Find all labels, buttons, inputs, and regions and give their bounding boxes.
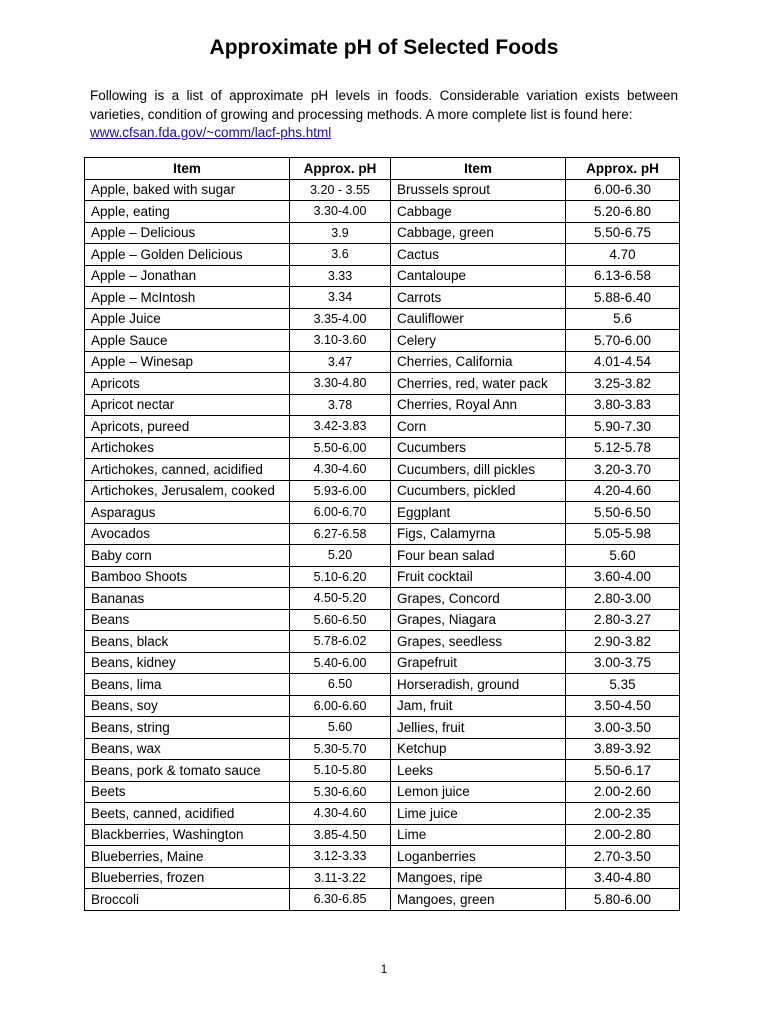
table-row: [85, 394, 680, 416]
table-row: [85, 523, 680, 545]
table-row: [85, 416, 680, 438]
table-row: [85, 631, 680, 653]
ph-right-cell: 2.00-2.35: [566, 803, 680, 825]
item-right-cell: Leeks: [391, 760, 566, 782]
ph-right-cell: 2.80-3.27: [566, 609, 680, 631]
ph-left-cell: 4.30-4.60: [290, 803, 391, 825]
item-left-cell: Apple – McIntosh: [85, 287, 290, 309]
item-right-cell: Fruit cocktail: [391, 566, 566, 588]
item-right-cell: Cantaloupe: [391, 265, 566, 287]
ph-left-cell: 3.30-4.80: [290, 373, 391, 395]
table-row: [85, 459, 680, 481]
table-row: [85, 566, 680, 588]
header-item-left: Item: [85, 158, 290, 180]
item-left-cell: Apple Sauce: [85, 330, 290, 352]
table-row: [85, 437, 680, 459]
table-row: [85, 803, 680, 825]
item-left-cell: Apple – Delicious: [85, 222, 290, 244]
ph-left-cell: 5.20: [290, 545, 391, 567]
ph-left-cell: 5.30-5.70: [290, 738, 391, 760]
table-row: [85, 609, 680, 631]
item-left-cell: Apple – Jonathan: [85, 265, 290, 287]
item-right-cell: Cucumbers: [391, 437, 566, 459]
ph-left-cell: 6.00-6.60: [290, 695, 391, 717]
ph-left-cell: 5.30-6.60: [290, 781, 391, 803]
ph-right-cell: 3.25-3.82: [566, 373, 680, 395]
item-left-cell: Baby corn: [85, 545, 290, 567]
table-row: [85, 244, 680, 266]
item-right-cell: Cucumbers, pickled: [391, 480, 566, 502]
item-right-cell: Lime: [391, 824, 566, 846]
item-left-cell: Apricot nectar: [85, 394, 290, 416]
ph-right-cell: 4.01-4.54: [566, 351, 680, 373]
ph-left-cell: 3.20 - 3.55: [290, 179, 391, 201]
ph-table: [84, 157, 680, 911]
ph-left-cell: 5.50-6.00: [290, 437, 391, 459]
table-row: [85, 867, 680, 889]
ph-left-cell: 6.00-6.70: [290, 502, 391, 524]
table-row: [85, 545, 680, 567]
item-left-cell: Beets, canned, acidified: [85, 803, 290, 825]
item-right-cell: Figs, Calamyrna: [391, 523, 566, 545]
ph-left-cell: 3.10-3.60: [290, 330, 391, 352]
item-right-cell: Brussels sprout: [391, 179, 566, 201]
header-ph-right: Approx. pH: [566, 158, 680, 180]
ph-left-cell: 6.27-6.58: [290, 523, 391, 545]
ph-right-cell: 3.60-4.00: [566, 566, 680, 588]
table-row: [85, 652, 680, 674]
ph-left-cell: 5.78-6.02: [290, 631, 391, 653]
ph-right-cell: 3.89-3.92: [566, 738, 680, 760]
ph-right-cell: 5.12-5.78: [566, 437, 680, 459]
ph-right-cell: 5.90-7.30: [566, 416, 680, 438]
ph-left-cell: 3.11-3.22: [290, 867, 391, 889]
item-right-cell: Cherries, California: [391, 351, 566, 373]
table-row: [85, 351, 680, 373]
item-right-cell: Cabbage: [391, 201, 566, 223]
item-right-cell: Jam, fruit: [391, 695, 566, 717]
ph-left-cell: 6.30-6.85: [290, 889, 391, 911]
item-left-cell: Apple Juice: [85, 308, 290, 330]
ph-left-cell: 5.40-6.00: [290, 652, 391, 674]
page-title: Approximate pH of Selected Foods: [209, 36, 559, 59]
item-right-cell: Loganberries: [391, 846, 566, 868]
ph-right-cell: 5.50-6.17: [566, 760, 680, 782]
ph-right-cell: 2.70-3.50: [566, 846, 680, 868]
item-right-cell: Grapes, Concord: [391, 588, 566, 610]
ph-right-cell: 2.80-3.00: [566, 588, 680, 610]
item-right-cell: Cauliflower: [391, 308, 566, 330]
item-left-cell: Beans, string: [85, 717, 290, 739]
item-right-cell: Lemon juice: [391, 781, 566, 803]
table-body: [85, 179, 680, 910]
ph-right-cell: 3.20-3.70: [566, 459, 680, 481]
item-right-cell: Grapes, Niagara: [391, 609, 566, 631]
table-row: [85, 588, 680, 610]
item-right-cell: Jellies, fruit: [391, 717, 566, 739]
item-left-cell: Beans, wax: [85, 738, 290, 760]
table-header-row: [85, 158, 680, 180]
ph-right-cell: 5.50-6.75: [566, 222, 680, 244]
ph-right-cell: 4.70: [566, 244, 680, 266]
item-right-cell: Horseradish, ground: [391, 674, 566, 696]
item-left-cell: Artichokes, canned, acidified: [85, 459, 290, 481]
ph-right-cell: 3.80-3.83: [566, 394, 680, 416]
item-left-cell: Artichokes, Jerusalem, cooked: [85, 480, 290, 502]
item-left-cell: Bananas: [85, 588, 290, 610]
item-left-cell: Apple, eating: [85, 201, 290, 223]
item-left-cell: Beans, black: [85, 631, 290, 653]
ph-right-cell: 5.35: [566, 674, 680, 696]
item-right-cell: Ketchup: [391, 738, 566, 760]
item-right-cell: Cactus: [391, 244, 566, 266]
item-left-cell: Beans, pork & tomato sauce: [85, 760, 290, 782]
ph-right-cell: 3.40-4.80: [566, 867, 680, 889]
ph-left-cell: 5.10-5.80: [290, 760, 391, 782]
ph-left-cell: 3.9: [290, 222, 391, 244]
ph-right-cell: 5.88-6.40: [566, 287, 680, 309]
ph-right-cell: 6.13-6.58: [566, 265, 680, 287]
item-right-cell: Cherries, Royal Ann: [391, 394, 566, 416]
item-right-cell: Carrots: [391, 287, 566, 309]
ph-left-cell: 3.35-4.00: [290, 308, 391, 330]
item-right-cell: Corn: [391, 416, 566, 438]
ph-left-cell: 3.12-3.33: [290, 846, 391, 868]
ph-right-cell: 5.70-6.00: [566, 330, 680, 352]
header-item-right: Item: [391, 158, 566, 180]
table-row: [85, 179, 680, 201]
ph-right-cell: 5.50-6.50: [566, 502, 680, 524]
table-row: [85, 695, 680, 717]
table-row: [85, 824, 680, 846]
table-row: [85, 287, 680, 309]
item-right-cell: Mangoes, ripe: [391, 867, 566, 889]
ph-right-cell: 2.00-2.60: [566, 781, 680, 803]
intro-text: Following is a list of approximate pH levels in foods. Considerable variation exists between varieties, condition of growing and processing methods. A more complete list is found here:: [90, 88, 678, 122]
item-left-cell: Blueberries, Maine: [85, 846, 290, 868]
item-right-cell: Grapes, seedless: [391, 631, 566, 653]
ph-left-cell: 5.60: [290, 717, 391, 739]
ph-right-cell: 4.20-4.60: [566, 480, 680, 502]
item-left-cell: Blueberries, frozen: [85, 867, 290, 889]
table-row: [85, 222, 680, 244]
item-left-cell: Apple, baked with sugar: [85, 179, 290, 201]
ph-right-cell: 6.00-6.30: [566, 179, 680, 201]
table-row: [85, 480, 680, 502]
header-ph-left: Approx. pH: [290, 158, 391, 180]
ph-left-cell: 3.85-4.50: [290, 824, 391, 846]
table-row: [85, 717, 680, 739]
item-left-cell: Apple – Winesap: [85, 351, 290, 373]
item-right-cell: Celery: [391, 330, 566, 352]
table-row: [85, 781, 680, 803]
table-row: [85, 330, 680, 352]
table-row: [85, 201, 680, 223]
ph-right-cell: 5.60: [566, 545, 680, 567]
table-row: [85, 265, 680, 287]
table-row: [85, 889, 680, 911]
ph-left-cell: 3.47: [290, 351, 391, 373]
ph-right-cell: 5.80-6.00: [566, 889, 680, 911]
ph-right-cell: 2.00-2.80: [566, 824, 680, 846]
ph-left-cell: 4.30-4.60: [290, 459, 391, 481]
item-right-cell: Mangoes, green: [391, 889, 566, 911]
item-left-cell: Broccoli: [85, 889, 290, 911]
ph-right-cell: 3.00-3.50: [566, 717, 680, 739]
table-row: [85, 373, 680, 395]
item-right-cell: Cherries, red, water pack: [391, 373, 566, 395]
ph-left-cell: 3.42-3.83: [290, 416, 391, 438]
ph-left-cell: 3.33: [290, 265, 391, 287]
item-left-cell: Beans, lima: [85, 674, 290, 696]
item-left-cell: Apricots, pureed: [85, 416, 290, 438]
table-row: [85, 760, 680, 782]
item-left-cell: Bamboo Shoots: [85, 566, 290, 588]
reference-link[interactable]: www.cfsan.fda.gov/~comm/lacf-phs.html: [90, 125, 332, 140]
item-left-cell: Beans, kidney: [85, 652, 290, 674]
ph-left-cell: 3.78: [290, 394, 391, 416]
ph-right-cell: 3.50-4.50: [566, 695, 680, 717]
item-right-cell: Cabbage, green: [391, 222, 566, 244]
ph-left-cell: 5.10-6.20: [290, 566, 391, 588]
ph-right-cell: 5.6: [566, 308, 680, 330]
ph-left-cell: 5.60-6.50: [290, 609, 391, 631]
item-left-cell: Beets: [85, 781, 290, 803]
ph-right-cell: 3.00-3.75: [566, 652, 680, 674]
table-row: [85, 308, 680, 330]
item-right-cell: Grapefruit: [391, 652, 566, 674]
item-left-cell: Blackberries, Washington: [85, 824, 290, 846]
item-left-cell: Asparagus: [85, 502, 290, 524]
item-right-cell: Eggplant: [391, 502, 566, 524]
item-left-cell: Beans: [85, 609, 290, 631]
table-row: [85, 738, 680, 760]
ph-right-cell: 5.05-5.98: [566, 523, 680, 545]
ph-left-cell: 3.6: [290, 244, 391, 266]
intro-paragraph: [90, 87, 678, 143]
ph-left-cell: 4.50-5.20: [290, 588, 391, 610]
table-row: [85, 846, 680, 868]
item-right-cell: Lime juice: [391, 803, 566, 825]
ph-left-cell: 3.34: [290, 287, 391, 309]
ph-left-cell: 3.30-4.00: [290, 201, 391, 223]
item-right-cell: Cucumbers, dill pickles: [391, 459, 566, 481]
table-row: [85, 674, 680, 696]
item-left-cell: Apple – Golden Delicious: [85, 244, 290, 266]
ph-left-cell: 5.93-6.00: [290, 480, 391, 502]
table-row: [85, 502, 680, 524]
item-right-cell: Four bean salad: [391, 545, 566, 567]
item-left-cell: Artichokes: [85, 437, 290, 459]
ph-right-cell: 5.20-6.80: [566, 201, 680, 223]
item-left-cell: Beans, soy: [85, 695, 290, 717]
item-left-cell: Apricots: [85, 373, 290, 395]
ph-right-cell: 2.90-3.82: [566, 631, 680, 653]
item-left-cell: Avocados: [85, 523, 290, 545]
ph-left-cell: 6.50: [290, 674, 391, 696]
page-number: 1: [380, 962, 388, 976]
